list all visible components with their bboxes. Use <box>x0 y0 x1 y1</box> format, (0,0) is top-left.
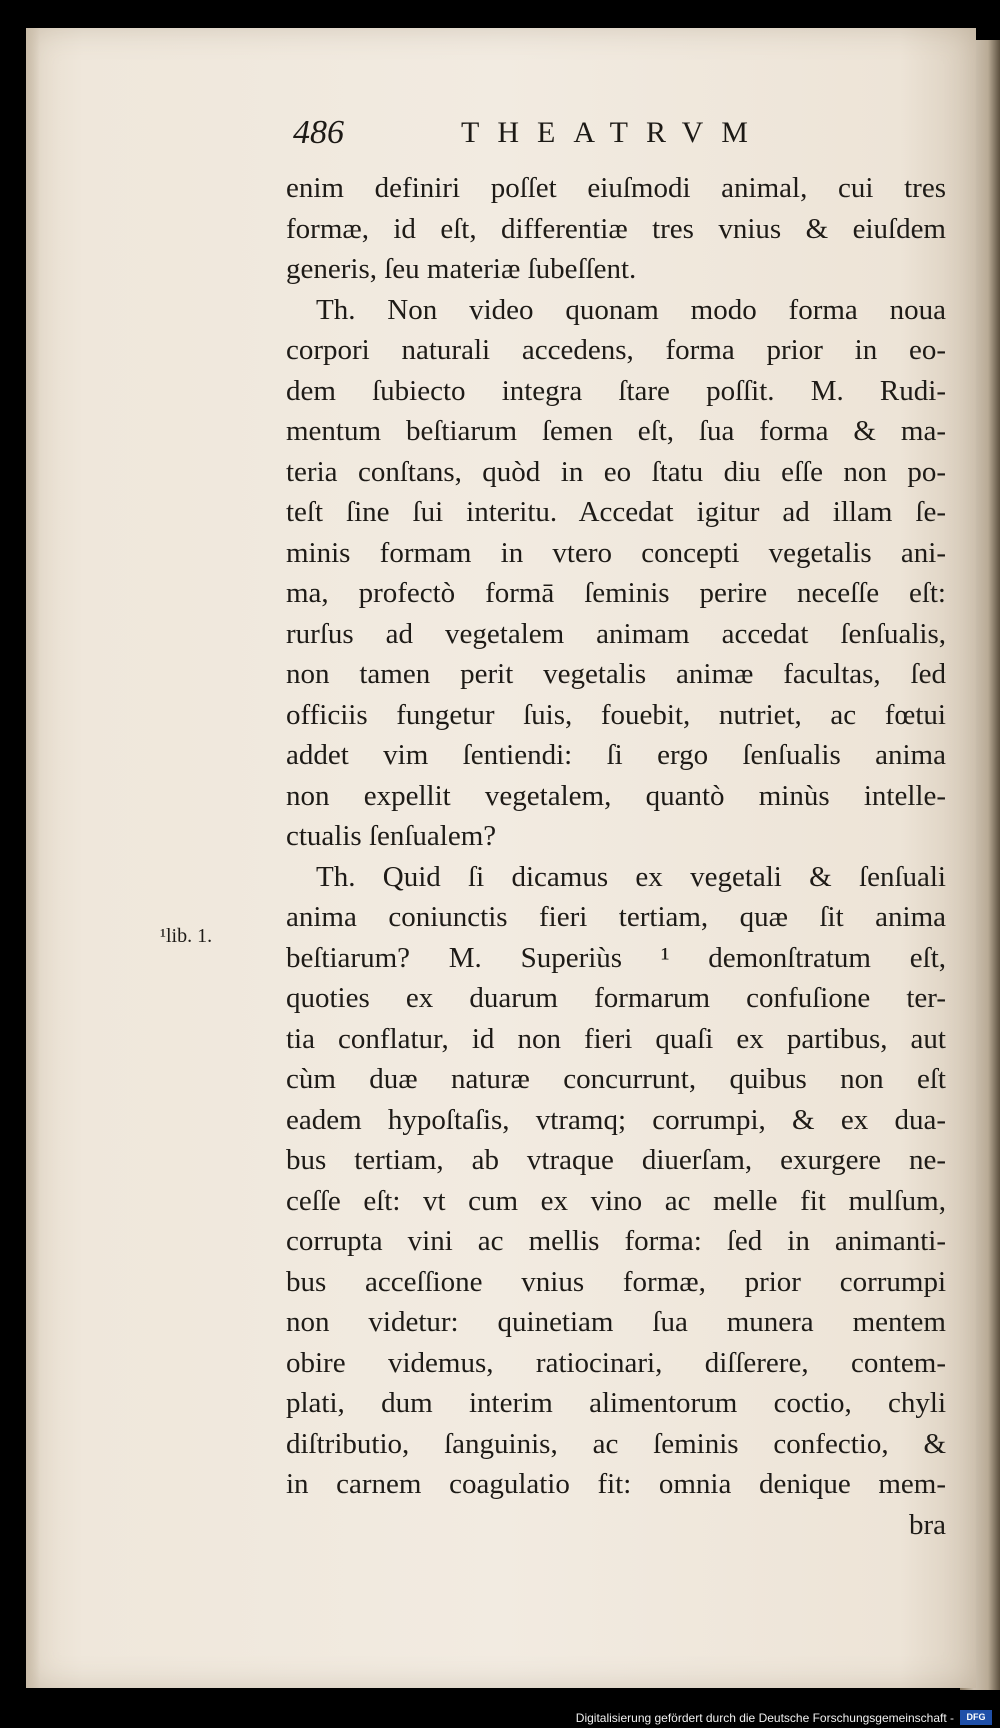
text-line: obire videmus, ratiocinari, diſſerere, contem- <box>286 1346 946 1379</box>
running-head <box>293 112 813 156</box>
text-line: non tamen perit vegetalis animæ facultas, ſed <box>286 658 946 690</box>
text-line: teſt ſine ſui interitu. Accedat igitur ad illam ſe- <box>286 496 946 528</box>
text-line: plati, dum interim alimentorum coctio, chyli <box>286 1387 946 1419</box>
text-line: formæ, id eſt, differentiæ tres vnius & eiuſdem <box>286 212 946 245</box>
text-line: cùm duæ naturæ concurrunt, quibus non eſt <box>286 1063 946 1095</box>
text-line: in carnem coagulatio fit: omnia denique mem- <box>286 1468 946 1500</box>
text-line: Th. Non video quonam modo forma noua <box>316 293 946 326</box>
text-line: bus acceſſione vnius formæ, prior corrumpi <box>286 1265 946 1298</box>
text-line: enim definiri poſſet eiuſmodi animal, cui tres <box>286 172 946 204</box>
text-line: eadem hypoſtaſis, vtramq; corrumpi, & ex dua- <box>286 1103 946 1136</box>
text-line: tia conflatur, id non fieri quaſi ex partibus, aut <box>286 1022 946 1055</box>
text-line: corrupta vini ac mellis forma: ſed in animanti- <box>286 1225 946 1257</box>
dfg-logo: DFG <box>960 1710 992 1725</box>
text-line: dem ſubiecto integra ſtare poſſit. M. Rudi- <box>286 374 946 407</box>
text-line: non expellit vegetalem, quantò minùs intelle- <box>286 779 946 812</box>
text-line: diſtributio, ſanguinis, ac ſeminis confectio, & <box>286 1427 946 1460</box>
text-line: generis, ſeu materiæ ſubeſſent. <box>286 253 637 285</box>
body-text <box>286 168 946 1545</box>
text-line: mentum beſtiarum ſemen eſt, ſua forma & ma- <box>286 415 946 447</box>
running-title: THEATRVM <box>461 116 766 149</box>
text-line: officiis fungetur ſuis, fouebit, nutriet, ac fœtui <box>286 698 946 731</box>
digitization-credit: Digitalisierung gefördert durch die Deutsche Forschungsgemeinschaft - <box>575 1711 954 1725</box>
text-line: ctualis ſenſualem? <box>286 820 497 852</box>
gutter-shadow <box>26 28 40 1688</box>
text-line: quoties ex duarum formarum confuſione ter- <box>286 982 946 1014</box>
text-line: ma, profectò formā ſeminis perire neceſſe eſt: <box>286 577 946 609</box>
text-line: corpori naturali accedens, forma prior in eo- <box>286 334 946 366</box>
marginal-note: ¹lib. 1. <box>160 925 213 947</box>
text-line: bus tertiam, ab vtraque diuerſam, exurgere ne- <box>286 1144 946 1176</box>
text-line: beſtiarum? M. Superiùs ¹ demonſtratum eſt, <box>286 941 946 974</box>
text-line: Th. Quid ſi dicamus ex vegetali & ſenſuali <box>316 860 946 893</box>
page-number: 486 <box>293 114 344 151</box>
text-line: addet vim ſentiendi: ſi ergo ſenſualis anima <box>286 739 946 771</box>
text-line: rurſus ad vegetalem animam accedat ſenſualis, <box>286 617 946 650</box>
text-line: anima coniunctis fieri tertiam, quæ ſit anima <box>286 901 946 933</box>
text-line: minis formam in vtero concepti vegetalis ani- <box>286 536 946 569</box>
catchword: bra <box>908 1508 946 1541</box>
text-line: teria conſtans, quòd in eo ſtatu diu eſſe non po- <box>286 455 946 488</box>
text-line: non videtur: quinetiam ſua munera mentem <box>286 1306 946 1338</box>
text-line: ceſſe eſt: vt cum ex vino ac melle fit mulſum, <box>286 1184 946 1217</box>
